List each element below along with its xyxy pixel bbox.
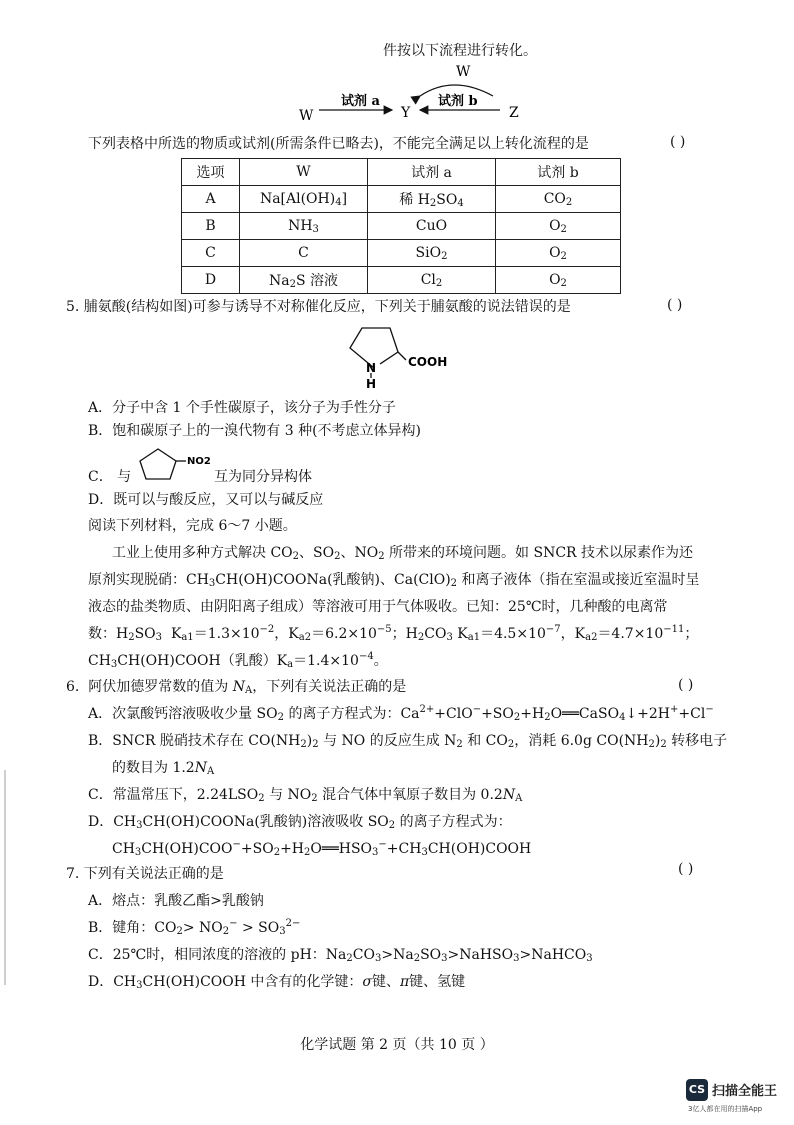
header-w: W <box>240 159 368 186</box>
cell-option: A <box>182 186 240 213</box>
cell-reagent-b: $O_2$ <box>496 267 621 294</box>
continued-line: 件按以下流程进行转化。 <box>383 43 537 59</box>
question-6-option-c: C．常温常压下，$2.24LSO_2$ 与 $NO_2$ 混合气体中氧原子数目为 $0.2N_A$ <box>88 787 523 804</box>
cell-reagent-b: $CO_2$ <box>496 186 621 213</box>
question-7-stem: 7. 下列有关说法正确的是 <box>66 866 224 882</box>
material-line-1: 工业上使用多种方式解决 $CO_2$、$SO_2$、$NO_2$ 所带来的环境问题。如 SNCR 技术以尿素作为还 <box>112 545 694 562</box>
cell-w: $NH_3$ <box>240 213 368 240</box>
question-6-option-b-line2: 的数目为 $1.2N_A$ <box>112 760 215 777</box>
scan-edge-shadow <box>4 770 6 985</box>
question-7-option-c: C．25℃时，相同浓度的溶液的 pH：$Na_2CO_3>Na_2SO_3>NaHSO_3>NaHCO_3$ <box>88 947 593 964</box>
material-intro: 阅读下列材料，完成 6～7 小题。 <box>88 518 297 534</box>
header-reagent-b: 试剂 b <box>496 159 621 186</box>
cell-reagent-b: $O_2$ <box>496 240 621 267</box>
question-6-option-d-line1: D．$CH_3CH(OH)COONa$(乳酸钠)溶液吸收 $SO_2$ 的离子方程式为： <box>88 814 512 831</box>
flow-reagent-b: 试剂 b <box>438 94 478 109</box>
question-6-option-d-line2: $CH_3CH(OH)COO^-+SO_2+H_2O══HSO_3^-+CH_3CH(OH)COOH$ <box>112 839 532 858</box>
question-7-option-d: D．$CH_3CH(OH)COOH$ 中含有的化学键：σ键、π键、氢键 <box>88 974 466 991</box>
material-line-4: 数：$H_2SO_3$ $K_{a1}=1.3\times 10^{-2}$，$K_{a2}=6.2\times 10^{-5}$；$H_2CO_3$ $K_{a1}=4.5\times 10^{-7}$，$K_{a2}=4.7\times 10^{-11}$； <box>88 624 699 643</box>
table-row <box>182 267 621 294</box>
scanner-app-name: 扫描全能王 <box>712 1084 778 1099</box>
question-5-stem: 5. 脯氨酸(结构如图)可参与诱导不对称催化反应，下列关于脯氨酸的说法错误的是 <box>66 299 571 315</box>
question-5-option-d: D．既可以与酸反应，又可以与碱反应 <box>88 492 324 508</box>
question-6-answer-paren: ( ) <box>678 677 694 693</box>
structure-cooh-label: COOH <box>408 355 448 369</box>
structure-h-label: H <box>366 377 377 391</box>
cell-w: C <box>240 240 368 267</box>
question-6-option-a: A．次氯酸钙溶液吸收少量 $SO_2$ 的离子方程式为：$Ca^{2+}+ClO^-+SO_2+H_2O══CaSO_4↓+2H^++Cl^-$ <box>88 704 714 723</box>
question-6-option-b-line1: B．SNCR 脱硝技术存在 $CO(NH_2)_2$ 与 NO 的反应生成 $N_2$ 和 $CO_2$，消耗 6.0g $CO(NH_2)_2$ 转移电子 <box>88 733 728 750</box>
question-5-option-c-prefix: C． 与 <box>88 469 132 485</box>
camscanner-logo-icon: CS <box>686 1079 708 1101</box>
nitro-group-label: NO2 <box>187 456 211 467</box>
table-row <box>182 213 621 240</box>
cell-option: B <box>182 213 240 240</box>
cell-option: D <box>182 267 240 294</box>
question-4-options-table <box>181 158 621 294</box>
question-4-stem: 下列表格中所选的物质或试剂(所需条件已略去)，不能完全满足以上转化流程的是 <box>88 136 589 152</box>
flow-reagent-a: 试剂 a <box>341 94 380 109</box>
flow-w-top: W <box>456 64 471 80</box>
cell-reagent-a: 稀 $H_2SO_4$ <box>368 186 496 213</box>
table-row <box>182 240 621 267</box>
cell-reagent-a: CuO <box>368 213 496 240</box>
cyclopentyl-nitro-structure <box>130 443 220 483</box>
scanner-app-tagline: 3亿人都在用的扫描App <box>688 1105 763 1113</box>
flow-w-left: W <box>299 108 314 124</box>
material-line-3: 液态的盐类物质、由阴阳离子组成）等溶液可用于气体吸收。已知：25℃时，几种酸的电离常 <box>88 599 668 615</box>
flow-z: Z <box>509 105 519 121</box>
flow-y: Y <box>401 105 411 121</box>
question-7-option-b: B．键角：$CO_2> NO_2^- > SO_3^{2-}$ <box>88 918 301 937</box>
header-option: 选项 <box>182 159 240 186</box>
question-5-answer-paren: ( ) <box>667 297 683 313</box>
table-header-row <box>182 159 621 186</box>
cell-reagent-a: SiO$_2$ <box>368 240 496 267</box>
cell-reagent-a: $Cl_2$ <box>368 267 496 294</box>
question-7-answer-paren: ( ) <box>678 861 694 877</box>
question-5-option-c-suffix: 互为同分异构体 <box>214 469 312 485</box>
conversion-flow-diagram <box>295 60 535 130</box>
material-line-2: 原剂实现脱硝：$CH_3CH(OH)COONa$(乳酸钠)、$Ca(ClO)_2$ 和离子液体（指在室温或接近室温时呈 <box>88 572 700 589</box>
table-row <box>182 186 621 213</box>
cell-reagent-b: $O_2$ <box>496 213 621 240</box>
structure-n-label: N <box>366 361 377 375</box>
question-6-stem: 6. 阿伏加德罗常数的值为 $N_A$，下列有关说法正确的是 <box>66 679 407 696</box>
page-footer: 化学试题 第 2 页（共 10 页 ） <box>300 1037 494 1053</box>
question-5-option-a: A．分子中含 1 个手性碳原子，该分子为手性分子 <box>88 400 396 416</box>
header-reagent-a: 试剂 a <box>368 159 496 186</box>
cell-w: $Na[Al(OH)_4]$ <box>240 186 368 213</box>
question-4-answer-paren: ( ) <box>670 134 686 150</box>
material-line-5: $CH_3CH(OH)COOH$（乳酸）$K_a=1.4\times 10^{-4}$。 <box>88 651 388 670</box>
question-7-option-a: A．熔点：乳酸乙酯>乳酸钠 <box>88 893 264 909</box>
question-5-option-b: B．饱和碳原子上的一溴代物有 3 种(不考虑立体异构) <box>88 423 422 439</box>
cell-option: C <box>182 240 240 267</box>
proline-structure <box>340 322 460 392</box>
cell-w: $Na_2S$ 溶液 <box>240 267 368 294</box>
